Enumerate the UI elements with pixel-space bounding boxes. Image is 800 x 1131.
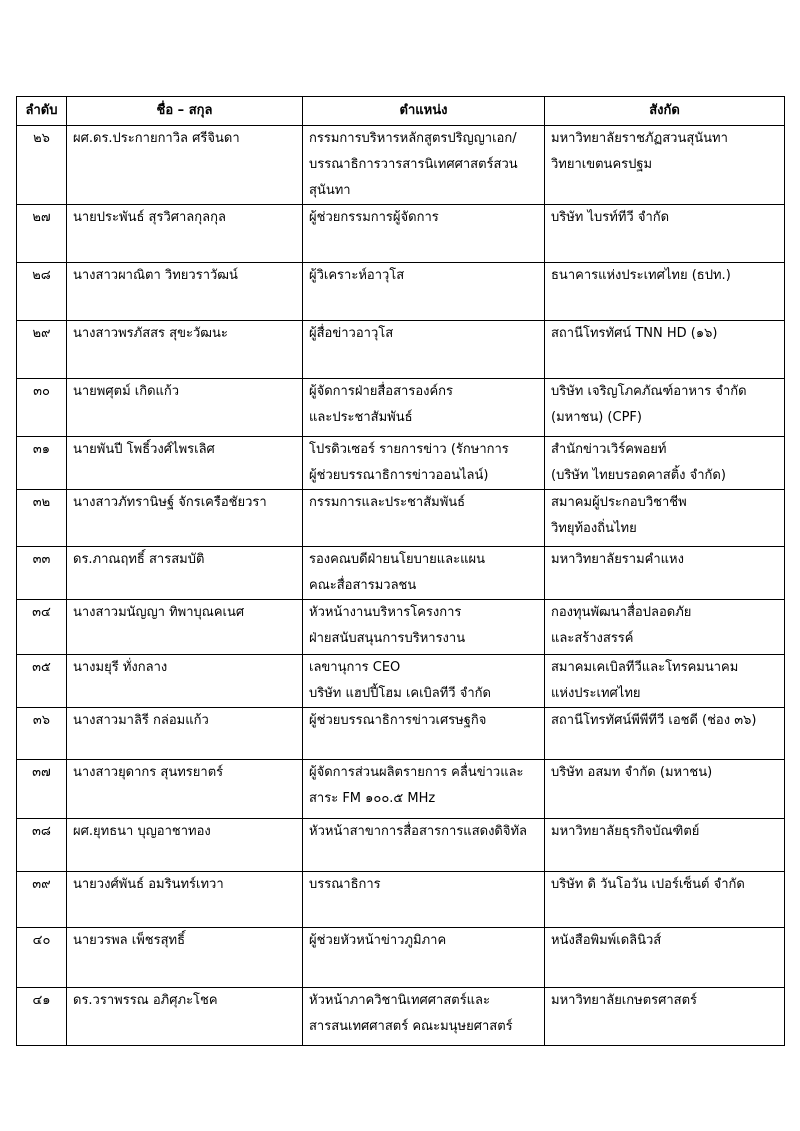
cell-name: นางสาวผาณิตา วิทยวราวัฒน์: [67, 263, 303, 321]
table-header: [17, 97, 785, 126]
cell-name: นายพันปี โพธิ์วงศ์ไพรเลิศ: [67, 437, 303, 490]
cell-number: ๓๖: [17, 708, 67, 760]
table-row: [17, 708, 785, 760]
cell-affiliation: ธนาคารแห่งประเทศไทย (ธปท.): [545, 263, 785, 321]
cell-affiliation: บริษัท อสมท จำกัด (มหาชน): [545, 760, 785, 819]
table-row: [17, 379, 785, 437]
cell-name: ดร.วราพรรณ อภิศุภะโชค: [67, 988, 303, 1046]
cell-number: ๓๘: [17, 819, 67, 872]
header-position: ตำแหน่ง: [303, 97, 545, 126]
cell-name: นางสาวพรภัสสร สุขะวัฒนะ: [67, 321, 303, 379]
table-row: [17, 437, 785, 490]
header-affiliation: สังกัด: [545, 97, 785, 126]
cell-name: นายพศุตม์ เกิดแก้ว: [67, 379, 303, 437]
cell-affiliation: สมาคมผู้ประกอบวิชาชีพ วิทยุท้องถิ่นไทย: [545, 490, 785, 547]
cell-number: ๓๙: [17, 872, 67, 928]
member-table: [16, 96, 785, 1046]
table-row: [17, 655, 785, 708]
cell-number: ๓๓: [17, 547, 67, 600]
cell-name: ผศ.ดร.ประกายกาวิล ศรีจินดา: [67, 126, 303, 205]
cell-affiliation: มหาวิทยาลัยธุรกิจบัณฑิตย์: [545, 819, 785, 872]
cell-name: ดร.ภาณฤทธิ์ สารสมบัติ: [67, 547, 303, 600]
cell-number: ๒๖: [17, 126, 67, 205]
cell-position: ผู้จัดการส่วนผลิตรายการ คลื่นข่าวและ สาระ FM ๑๐๐.๕ MHz: [303, 760, 545, 819]
cell-number: ๔๑: [17, 988, 67, 1046]
header-no: ลำดับ: [17, 97, 67, 126]
cell-name: ผศ.ยุทธนา บุญอาชาทอง: [67, 819, 303, 872]
table-row: [17, 600, 785, 655]
table-row: [17, 988, 785, 1046]
cell-affiliation: บริษัท ไบรท์ทีวี จำกัด: [545, 205, 785, 263]
cell-number: ๓๗: [17, 760, 67, 819]
cell-position: เลขานุการ CEO บริษัท แฮปปี้โฮม เคเบิลทีวี จำกัด: [303, 655, 545, 708]
cell-affiliation: สำนักข่าวเวิร์คพอยท์ (บริษัท ไทยบรอดคาสติ้ง จำกัด): [545, 437, 785, 490]
cell-name: นางมยุรี ทั่งกลาง: [67, 655, 303, 708]
cell-affiliation: บริษัท เจริญโภคภัณฑ์อาหาร จำกัด (มหาชน) (CPF): [545, 379, 785, 437]
cell-affiliation: หนังสือพิมพ์เดลินิวส์: [545, 928, 785, 988]
cell-number: ๒๙: [17, 321, 67, 379]
cell-position: ผู้จัดการฝ่ายสื่อสารองค์กร และประชาสัมพันธ์: [303, 379, 545, 437]
cell-name: นางสาวภัทรานิษฐ์ จักรเครือชัยวรา: [67, 490, 303, 547]
table-row: [17, 819, 785, 872]
header-row: [17, 97, 785, 126]
cell-affiliation: สถานีโทรทัศน์ TNN HD (๑๖): [545, 321, 785, 379]
cell-number: ๔๐: [17, 928, 67, 988]
cell-affiliation: สถานีโทรทัศน์พีพีทีวี เอชดี (ช่อง ๓๖): [545, 708, 785, 760]
cell-position: ผู้วิเคราะห์อาวุโส: [303, 263, 545, 321]
cell-name: นายวรพล เพ็ชรสุทธิ์: [67, 928, 303, 988]
cell-number: ๓๒: [17, 490, 67, 547]
cell-affiliation: มหาวิทยาลัยเกษตรศาสตร์: [545, 988, 785, 1046]
cell-name: นางสาวยุดากร สุนทรยาตร์: [67, 760, 303, 819]
header-name: ชื่อ – สกุล: [67, 97, 303, 126]
table-row: [17, 126, 785, 205]
cell-position: หัวหน้าภาควิชานิเทศศาสตร์และ สารสนเทศศาสตร์ คณะมนุษยศาสตร์: [303, 988, 545, 1046]
cell-position: รองคณบดีฝ่ายนโยบายและแผน คณะสื่อสารมวลชน: [303, 547, 545, 600]
table-row: [17, 263, 785, 321]
table-row: [17, 490, 785, 547]
cell-affiliation: มหาวิทยาลัยราชภัฏสวนสุนันทา วิทยาเขตนครปฐม: [545, 126, 785, 205]
table-row: [17, 760, 785, 819]
cell-position: ผู้ช่วยหัวหน้าข่าวภูมิภาค: [303, 928, 545, 988]
table-row: [17, 872, 785, 928]
table-row: [17, 928, 785, 988]
table-body: [17, 126, 785, 1046]
cell-name: นายประพันธ์ สุรวิศาลกุลกุล: [67, 205, 303, 263]
cell-number: ๓๔: [17, 600, 67, 655]
cell-position: ผู้ช่วยบรรณาธิการข่าวเศรษฐกิจ: [303, 708, 545, 760]
cell-position: ผู้ช่วยกรรมการผู้จัดการ: [303, 205, 545, 263]
cell-name: นางสาวมาลิรี กล่อมแก้ว: [67, 708, 303, 760]
table-row: [17, 321, 785, 379]
cell-name: นายวงศ์พันธ์ อมรินทร์เทวา: [67, 872, 303, 928]
table-row: [17, 205, 785, 263]
table-row: [17, 547, 785, 600]
cell-position: กรรมการบริหารหลักสูตรปริญญาเอก/ บรรณาธิการวารสารนิเทศศาสตร์สวน สุนันทา: [303, 126, 545, 205]
cell-name: นางสาวมนัญญา ทิพาบุณคเนศ: [67, 600, 303, 655]
cell-affiliation: สมาคมเคเบิลทีวีและโทรคมนาคม แห่งประเทศไทย: [545, 655, 785, 708]
cell-position: หัวหน้าสาขาการสื่อสารการแสดงดิจิทัล: [303, 819, 545, 872]
cell-position: หัวหน้างานบริหารโครงการ ฝ่ายสนับสนุนการบริหารงาน: [303, 600, 545, 655]
cell-affiliation: มหาวิทยาลัยรามคำแหง: [545, 547, 785, 600]
cell-position: โปรดิวเซอร์ รายการข่าว (รักษาการ ผู้ช่วยบรรณาธิการข่าวออนไลน์): [303, 437, 545, 490]
cell-position: ผู้สื่อข่าวอาวุโส: [303, 321, 545, 379]
cell-number: ๒๘: [17, 263, 67, 321]
cell-position: กรรมการและประชาสัมพันธ์: [303, 490, 545, 547]
cell-affiliation: กองทุนพัฒนาสื่อปลอดภัย และสร้างสรรค์: [545, 600, 785, 655]
cell-number: ๓๐: [17, 379, 67, 437]
cell-position: บรรณาธิการ: [303, 872, 545, 928]
cell-number: ๓๑: [17, 437, 67, 490]
cell-number: ๒๗: [17, 205, 67, 263]
cell-number: ๓๕: [17, 655, 67, 708]
cell-affiliation: บริษัท ดิ วันโอวัน เปอร์เซ็นต์ จำกัด: [545, 872, 785, 928]
